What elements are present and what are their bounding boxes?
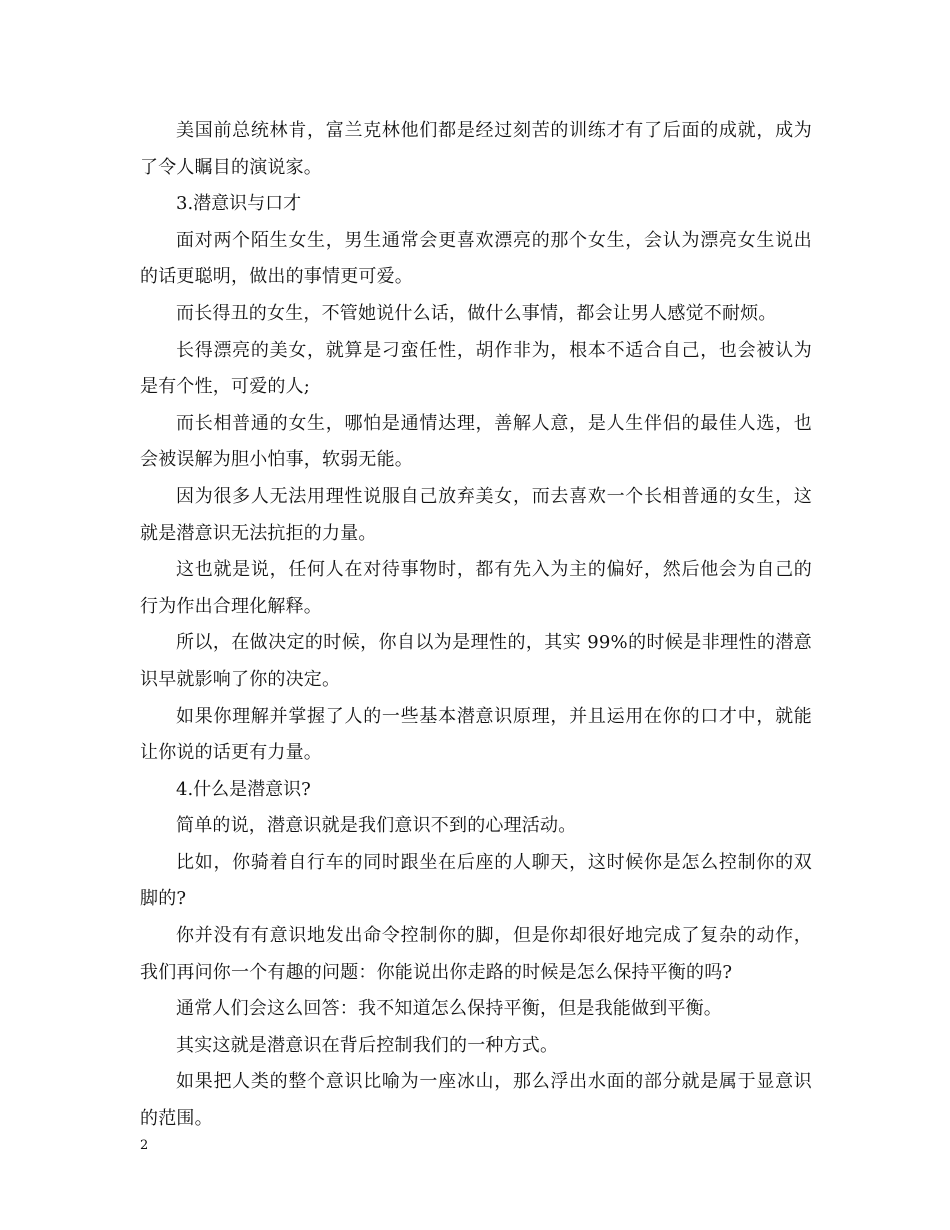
paragraph: 通常人们会这么回答：我不知道怎么保持平衡，但是我能做到平衡。 [176,998,722,1020]
paragraph: 长得漂亮的美女，就算是刁蛮任性，胡作非为，根本不适合自己，也会被认为是有个性，可爱的人; [140,339,812,398]
paragraph: 简单的说，潜意识就是我们意识不到的心理活动。 [176,815,577,837]
paragraph: 而长得丑的女生，不管她说什么话，做什么事情，都会让男人感觉不耐烦。 [176,302,777,324]
section-heading: 3.潜意识与口才 [176,193,302,215]
paragraph: 这也就是说，任何人在对待事物时，都有先入为主的偏好，然后他会为自己的行为作出合理化解释。 [140,559,812,617]
document-body [140,113,812,1138]
paragraph: 你并没有有意识地发出命令控制你的脚，但是你却很好地完成了复杂的动作，我们再问你一个有趣的问题：你能说出你走路的时候是怎么保持平衡的吗? [140,925,812,983]
page-number: 2 [140,1138,149,1153]
paragraph: 如果你理解并掌握了人的一些基本潜意识原理，并且运用在你的口才中，就能让你说的话更有力量。 [140,705,812,764]
section-heading: 4.什么是潜意识? [176,778,311,800]
paragraph: 所以，在做决定的时候，你自以为是理性的，其实 99%的时候是非理性的潜意识早就影响了你的决定。 [140,632,812,690]
paragraph: 因为很多人无法用理性说服自己放弃美女，而去喜欢一个长相普通的女生，这就是潜意识无法抗拒的力量。 [140,485,812,544]
paragraph: 比如，你骑着自行车的同时跟坐在后座的人聊天，这时候你是怎么控制你的双脚的? [140,851,812,910]
paragraph: 面对两个陌生女生，男生通常会更喜欢漂亮的那个女生，会认为漂亮女生说出的话更聪明，做出的事情更可爱。 [140,229,812,288]
paragraph: 如果把人类的整个意识比喻为一座冰山，那么浮出水面的部分就是属于显意识的范围。 [140,1071,812,1130]
paragraph: 其实这就是潜意识在背后控制我们的一种方式。 [176,1034,559,1056]
paragraph: 美国前总统林肯，富兰克林他们都是经过刻苦的训练才有了后面的成就，成为了令人瞩目的演说家。 [140,120,812,178]
paragraph: 而长相普通的女生，哪怕是通情达理，善解人意，是人生伴侣的最佳人选，也会被误解为胆小怕事，软弱无能。 [140,412,812,471]
